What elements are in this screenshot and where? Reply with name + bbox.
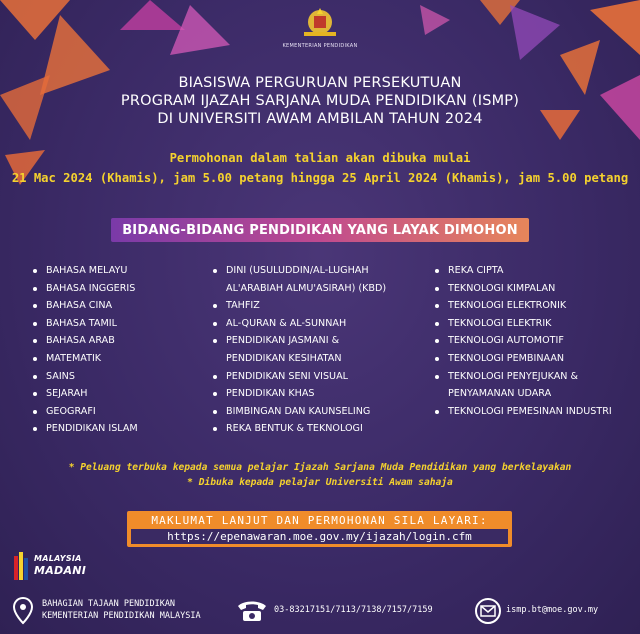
- field-item: TEKNOLOGI ELEKTRONIK: [434, 297, 612, 315]
- application-notice: [0, 148, 640, 188]
- info-box: [127, 511, 512, 547]
- field-item: TEKNOLOGI KIMPALAN: [434, 280, 612, 298]
- notice-line: 21 Mac 2024 (Khamis), jam 5.00 petang hingga 25 April 2024 (Khamis), jam 5.00 petang: [11, 171, 629, 185]
- page-title: [0, 74, 640, 128]
- phone-number[interactable]: 03-83217151/7113/7138/7157/7159: [274, 605, 433, 615]
- title-line: PROGRAM IJAZAH SARJANA MUDA PENDIDIKAN (ISMP): [120, 93, 520, 109]
- field-item: REKA BENTUK & TEKNOLOGI: [212, 420, 386, 438]
- field-item: SEJARAH: [32, 385, 138, 403]
- field-item: TAHFIZ: [212, 297, 386, 315]
- field-item: GEOGRAFI: [32, 403, 138, 421]
- field-item: BAHASA ARAB: [32, 332, 138, 350]
- field-item: PENDIDIKAN KESIHATAN: [226, 352, 342, 364]
- madani-top-text: MALAYSIA: [34, 554, 82, 563]
- field-item: PENYAMANAN UDARA: [448, 388, 552, 400]
- field-item: DINI (USULUDDIN/AL-LUGHAH: [212, 262, 386, 280]
- notice-line: Permohonan dalam talian akan dibuka mulai: [169, 151, 471, 165]
- address: [42, 598, 201, 622]
- field-item: SAINS: [32, 368, 138, 386]
- eligibility-note: * Peluang terbuka kepada semua pelajar Ijazah Sarjana Muda Pendidikan yang berkelayakan: [68, 462, 572, 473]
- crest-label: KEMENTERIAN PENDIDIKAN: [282, 43, 358, 49]
- address-line: KEMENTERIAN PENDIDIKAN MALAYSIA: [42, 611, 201, 621]
- fields-list-col1: [32, 262, 138, 438]
- location-pin-icon: [12, 596, 34, 626]
- email-icon: [474, 598, 502, 624]
- madani-bottom-text: MADANI: [34, 564, 87, 577]
- field-item: BAHASA TAMIL: [32, 315, 138, 333]
- info-label: MAKLUMAT LANJUT DAN PERMOHONAN SILA LAYARI:: [151, 514, 488, 527]
- fields-list-col2: [212, 262, 386, 438]
- field-item: BAHASA INGGERIS: [32, 280, 138, 298]
- title-line: BIASISWA PERGURUAN PERSEKUTUAN: [178, 75, 462, 91]
- field-item: TEKNOLOGI PENYEJUKAN &: [434, 368, 612, 386]
- info-url-link[interactable]: https://epenawaran.moe.gov.my/ijazah/login.cfm: [131, 529, 508, 544]
- field-item: TEKNOLOGI ELEKTRIK: [434, 315, 612, 333]
- fields-list-col3: [434, 262, 612, 420]
- crest-icon: [300, 6, 340, 40]
- field-item: AL-QURAN & AL-SUNNAH: [212, 315, 386, 333]
- email-address[interactable]: ismp.bt@moe.gov.my: [506, 605, 599, 615]
- field-item: TEKNOLOGI PEMESINAN INDUSTRI: [434, 403, 612, 421]
- title-line: DI UNIVERSITI AWAM AMBILAN TAHUN 2024: [157, 111, 483, 127]
- field-item: PENDIDIKAN ISLAM: [32, 420, 138, 438]
- madani-emblem-icon: [14, 552, 30, 580]
- field-item: BAHASA MELAYU: [32, 262, 138, 280]
- field-item: TEKNOLOGI PEMBINAAN: [434, 350, 612, 368]
- address-line: BAHAGIAN TAJAAN PENDIDIKAN: [42, 599, 176, 609]
- eligibility-note: * Dibuka kepada pelajar Universiti Awam sahaja: [187, 477, 453, 488]
- field-item: PENDIDIKAN KHAS: [212, 385, 386, 403]
- malaysia-madani-logo: [14, 550, 87, 584]
- field-item: BIMBINGAN DAN KAUNSELING: [212, 403, 386, 421]
- field-item: PENDIDIKAN SENI VISUAL: [212, 368, 386, 386]
- field-item: TEKNOLOGI AUTOMOTIF: [434, 332, 612, 350]
- field-item: AL'ARABIAH ALMU'ASIRAH) (KBD): [226, 282, 387, 294]
- field-item: PENDIDIKAN JASMANI &: [212, 332, 386, 350]
- field-item: MATEMATIK: [32, 350, 138, 368]
- field-item: REKA CIPTA: [434, 262, 612, 280]
- telephone-icon: [236, 598, 268, 622]
- field-item: BAHASA CINA: [32, 297, 138, 315]
- fields-banner: BIDANG-BIDANG PENDIDIKAN YANG LAYAK DIMOHON: [111, 218, 529, 242]
